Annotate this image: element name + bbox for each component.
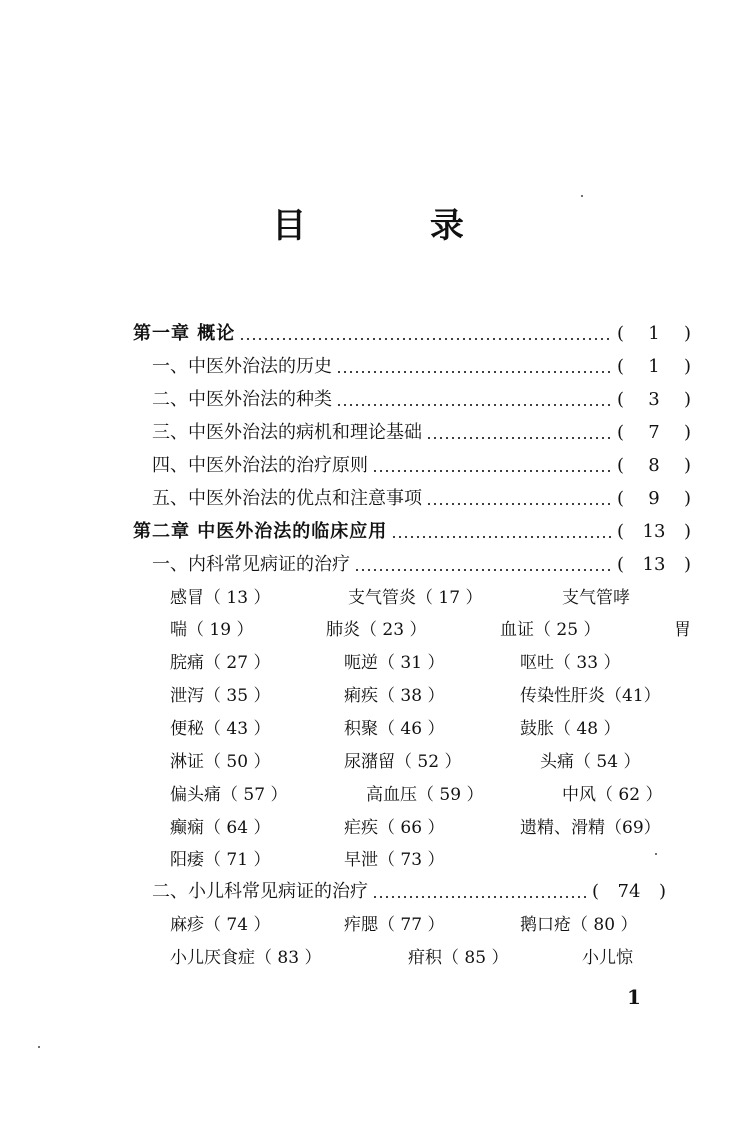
scan-speck bbox=[581, 195, 583, 197]
toc-section-label: 五、中医外治法的优点和注意事项 bbox=[152, 488, 422, 509]
page-number: 3 bbox=[648, 389, 660, 410]
toc-entry[interactable]: 小儿惊 bbox=[582, 948, 633, 968]
dot-leader bbox=[354, 569, 613, 571]
toc-chapter-2[interactable] bbox=[133, 517, 691, 547]
page-number: 1 bbox=[648, 323, 660, 344]
toc-page-ref: ( 13 ) bbox=[617, 517, 691, 547]
toc-section[interactable] bbox=[152, 352, 691, 382]
toc-entry[interactable]: 呕吐（ 33 ） bbox=[520, 653, 621, 673]
toc-entry[interactable]: 支气管炎（ 17 ） bbox=[348, 588, 483, 608]
scan-speck bbox=[655, 853, 657, 855]
dot-leader bbox=[426, 503, 613, 505]
page-number: 74 bbox=[617, 881, 641, 902]
toc-entry[interactable]: 中风（ 62 ） bbox=[562, 785, 663, 805]
toc-section-label: 三、中医外治法的病机和理论基础 bbox=[152, 422, 422, 443]
toc-entry[interactable]: 尿潴留（ 52 ） bbox=[344, 752, 462, 772]
toc-entry[interactable]: 麻疹（ 74 ） bbox=[170, 915, 271, 935]
dot-leader bbox=[336, 371, 613, 373]
toc-entry[interactable]: 支气管哮 bbox=[562, 588, 630, 608]
toc-chapter-label: 第一章 概论 bbox=[133, 323, 236, 344]
toc-entry[interactable]: 呃逆（ 31 ） bbox=[344, 653, 445, 673]
toc-section[interactable] bbox=[152, 484, 691, 514]
toc-chapter-label: 第二章 中医外治法的临床应用 bbox=[133, 521, 388, 542]
toc-entry[interactable]: 泄泻（ 35 ） bbox=[170, 686, 271, 706]
dot-leader bbox=[372, 470, 613, 472]
page-number: 8 bbox=[648, 455, 660, 476]
toc-entry[interactable]: 血证（ 25 ） bbox=[500, 620, 601, 640]
toc-section[interactable] bbox=[152, 550, 691, 580]
toc-page-ref: ( 9 ) bbox=[617, 484, 691, 514]
toc-entry[interactable]: 肺炎（ 23 ） bbox=[326, 620, 427, 640]
toc-entry[interactable]: 喘（ 19 ） bbox=[170, 620, 254, 640]
toc-entry[interactable]: 鼓胀（ 48 ） bbox=[520, 719, 621, 739]
toc-section[interactable] bbox=[152, 877, 666, 907]
toc-section-label: 一、内科常见病证的治疗 bbox=[152, 554, 350, 575]
toc-entry[interactable]: 阳痿（ 71 ） bbox=[170, 850, 271, 870]
toc-section[interactable] bbox=[152, 385, 691, 415]
page-number: 7 bbox=[648, 422, 660, 443]
scan-speck bbox=[38, 1046, 40, 1048]
page-title: 目 录 bbox=[272, 206, 520, 246]
toc-entry[interactable]: 淋证（ 50 ） bbox=[170, 752, 271, 772]
toc-page-ref: ( 3 ) bbox=[617, 385, 691, 415]
page-number: 13 bbox=[642, 554, 666, 575]
toc-page-ref: ( 1 ) bbox=[617, 352, 691, 382]
toc-entry[interactable]: 遗精、滑精（69） bbox=[520, 818, 661, 838]
toc-page-ref: ( 8 ) bbox=[617, 451, 691, 481]
page-number: 13 bbox=[642, 521, 666, 542]
toc-page-ref: ( 7 ) bbox=[617, 418, 691, 448]
toc-entry[interactable]: 疟疾（ 66 ） bbox=[344, 818, 445, 838]
dot-leader bbox=[239, 338, 613, 340]
toc-entry[interactable]: 痢疾（ 38 ） bbox=[344, 686, 445, 706]
dot-leader bbox=[336, 404, 613, 406]
page-number: 9 bbox=[648, 488, 660, 509]
toc-entry[interactable]: 痄腮（ 77 ） bbox=[344, 915, 445, 935]
toc-page-ref: ( 1 ) bbox=[617, 319, 691, 349]
toc-entry[interactable]: 头痛（ 54 ） bbox=[540, 752, 641, 772]
toc-entry[interactable]: 传染性肝炎（41） bbox=[520, 686, 661, 706]
toc-section-label: 二、小儿科常见病证的治疗 bbox=[152, 881, 368, 902]
toc-section-label: 一、中医外治法的历史 bbox=[152, 356, 332, 377]
toc-entry[interactable]: 积聚（ 46 ） bbox=[344, 719, 445, 739]
toc-entry[interactable]: 胃 bbox=[674, 620, 691, 640]
toc-entry[interactable]: 便秘（ 43 ） bbox=[170, 719, 271, 739]
page-number: 1 bbox=[648, 356, 660, 377]
toc-entry[interactable]: 脘痛（ 27 ） bbox=[170, 653, 271, 673]
toc-chapter-1[interactable] bbox=[133, 319, 691, 349]
toc-entry[interactable]: 小儿厌食症（ 83 ） bbox=[170, 948, 322, 968]
toc-section[interactable] bbox=[152, 451, 691, 481]
dot-leader bbox=[391, 536, 613, 538]
toc-page-ref: ( 74 ) bbox=[592, 877, 666, 907]
toc-entry[interactable]: 鹅口疮（ 80 ） bbox=[520, 915, 638, 935]
toc-entry[interactable]: 偏头痛（ 57 ） bbox=[170, 785, 288, 805]
toc-section-label: 四、中医外治法的治疗原则 bbox=[152, 455, 368, 476]
toc-section[interactable] bbox=[152, 418, 691, 448]
toc-section-label: 二、中医外治法的种类 bbox=[152, 389, 332, 410]
dot-leader bbox=[426, 437, 613, 439]
toc-entry[interactable]: 早泄（ 73 ） bbox=[344, 850, 445, 870]
toc-entry[interactable]: 感冒（ 13 ） bbox=[170, 588, 271, 608]
toc-page-ref: ( 13 ) bbox=[617, 550, 691, 580]
toc-entry[interactable]: 疳积（ 85 ） bbox=[408, 948, 509, 968]
toc-entry[interactable]: 高血压（ 59 ） bbox=[366, 785, 484, 805]
toc-entry[interactable]: 癫痫（ 64 ） bbox=[170, 818, 271, 838]
page-number-footer: 1 bbox=[627, 985, 641, 1009]
dot-leader bbox=[372, 896, 588, 898]
